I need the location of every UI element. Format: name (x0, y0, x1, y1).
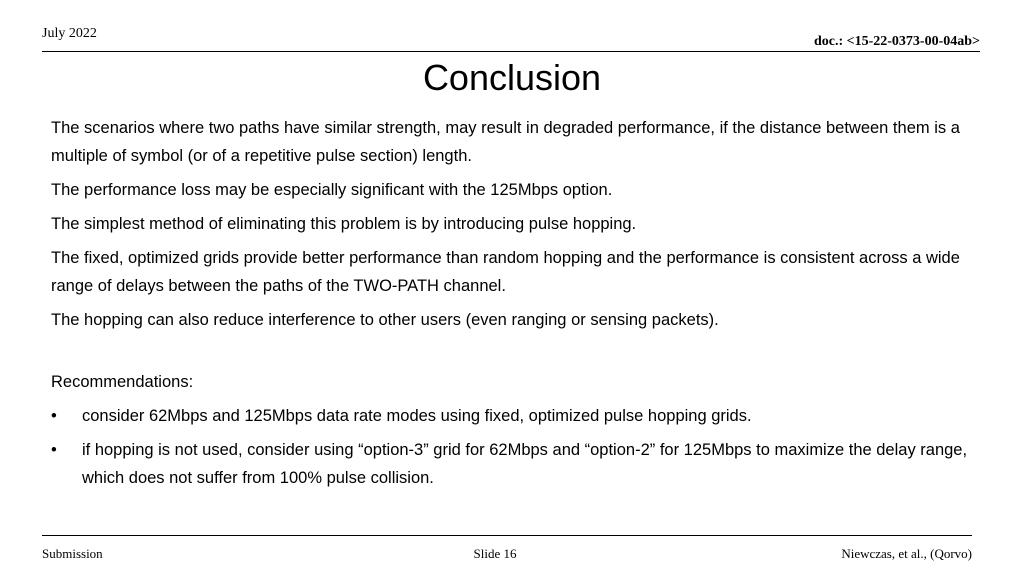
recommendation-item-1 (51, 402, 981, 430)
body-paragraph-5: The hopping can also reduce interference to other users (even ranging or sensing packets). (51, 311, 719, 329)
header-date: July 2022 (42, 26, 97, 41)
body-paragraph-2: The performance loss may be especially significant with the 125Mbps option. (51, 181, 613, 199)
bullet-icon: • (51, 441, 57, 459)
header-divider (42, 51, 980, 52)
footer-authors: Niewczas, et al., (Qorvo) (841, 546, 972, 561)
footer-submission: Submission (42, 546, 103, 561)
slide-body (51, 114, 981, 498)
bullet-icon: • (51, 407, 57, 425)
recommendation-text-1: consider 62Mbps and 125Mbps data rate modes using fixed, optimized pulse hopping grids. (82, 407, 752, 425)
recommendation-item-2 (51, 436, 981, 492)
body-paragraph-3: The simplest method of eliminating this problem is by introducing pulse hopping. (51, 215, 637, 233)
paragraph-spacer (51, 340, 981, 368)
document-id: doc.: <15-22-0373-00-04ab> (813, 34, 980, 49)
footer-divider (42, 535, 972, 536)
recommendation-text-2: if hopping is not used, consider using “option-3” grid for 62Mbps and “option-2” for 125Mbps to maximize the delay range, which does not suffer from 100% pulse collision. (82, 441, 968, 487)
body-paragraph-1: The scenarios where two paths have similar strength, may result in degraded performance, if the distance between them is a multiple of symbol (or of a repetitive pulse section) length. (51, 119, 960, 165)
footer-slide-number: Slide 16 (473, 546, 517, 561)
recommendations-heading: Recommendations: (51, 373, 194, 391)
body-paragraph-4: The fixed, optimized grids provide better performance than random hopping and the performance is consistent across a wide range of delays between the paths of the TWO-PATH channel. (51, 249, 960, 295)
slide-title: Conclusion (422, 57, 602, 98)
